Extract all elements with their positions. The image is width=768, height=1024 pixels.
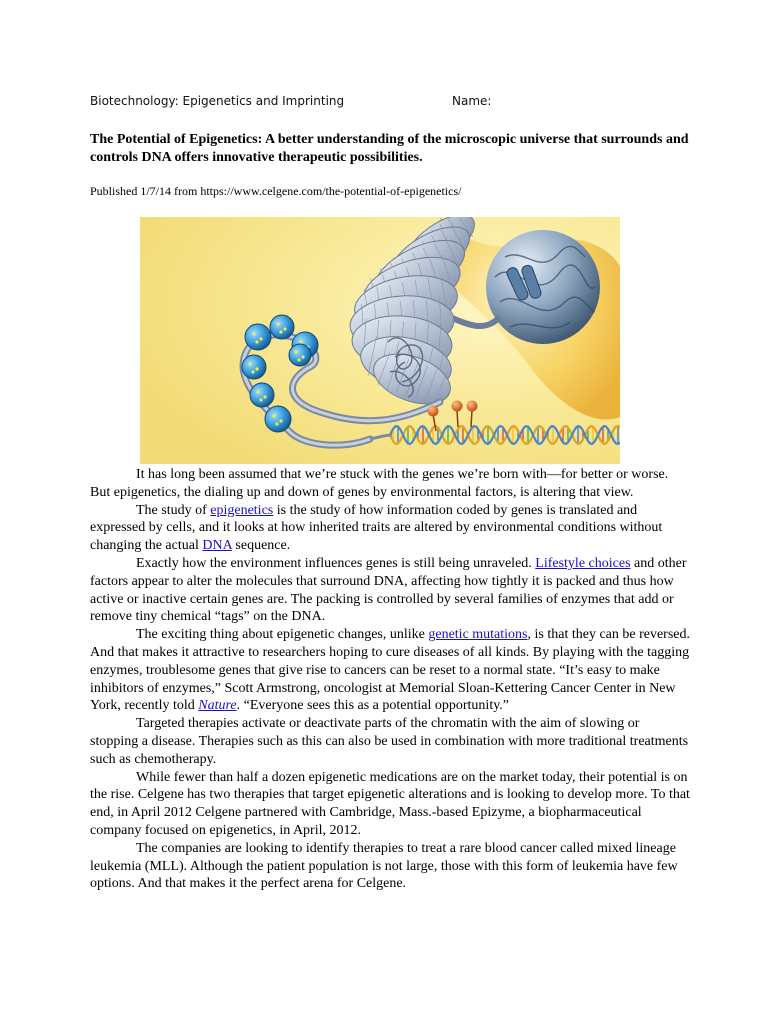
paragraph-text: It has long been assumed that we’re stuck with the genes we’re born with—for better or worse. But epigenetics, the dialing up and down of genes by environmental factors, is altering that view.	[90, 467, 669, 500]
name-label: Name:	[452, 94, 492, 108]
body-paragraph	[90, 502, 690, 555]
histone-mark	[259, 398, 262, 401]
histone-mark	[255, 340, 258, 343]
nucleosome	[245, 324, 271, 350]
inline-link[interactable]: Lifestyle choices	[535, 555, 631, 571]
histone-mark	[283, 327, 286, 330]
inline-link[interactable]: epigenetics	[210, 502, 274, 518]
histone-mark	[256, 390, 259, 393]
paragraph-text: Exactly how the environment influences genes is still being unraveled.	[136, 555, 536, 571]
paragraph-text: is the study of how information coded by genes is translated and expressed by cells, and it looks at how inherited traits are altered by environmental conditions without changing the actual	[90, 502, 663, 554]
body-paragraph	[90, 715, 690, 768]
nucleosome	[250, 383, 274, 407]
histone-mark	[263, 395, 266, 398]
paragraph-text: , is that they can be reversed. And that makes it attractive to researchers hoping to cure diseases of all kinds. By playing with the tagging enzymes, troublesome genes that give rise to cancers can be reset to a normal state. “It’s easy to make inhibitors of enzymes,” Scott Armstrong, oncologist at Memorial Sloan-Kettering Cancer Center in New York, recently told	[90, 627, 691, 714]
paragraph-text: and other factors appear to alter the molecules that surround DNA, affecting how tightly it is packed and thus how active or inactive certain genes are. The packing is controlled by several families of enzymes that add or remove tiny chemical “tags” on the DNA.	[90, 555, 687, 625]
histone-mark	[259, 337, 262, 340]
paragraph-text: . “Everyone sees this as a potential opportunity.”	[236, 698, 510, 714]
nucleosome	[265, 406, 291, 432]
histone-mark	[301, 355, 304, 358]
dna-chromatin-image	[140, 217, 620, 464]
histone-mark	[255, 367, 258, 370]
article-title: The Potential of Epigenetics: A better understanding of the microscopic universe that surrounds and controls DNA offers innovative therapeutic possibilities.	[90, 132, 689, 165]
histone-mark	[297, 358, 300, 361]
nucleosome	[289, 344, 311, 366]
course-title: Biotechnology: Epigenetics and Imprinting	[90, 94, 345, 108]
paragraph-text: The exciting thing about epigenetic changes, unlike	[136, 627, 429, 643]
worksheet-header	[90, 94, 690, 112]
article-source: Published 1/7/14 from https://www.celgene.com/the-potential-of-epigenetics/	[90, 184, 462, 198]
article-body	[90, 466, 690, 893]
histone-mark	[276, 322, 279, 325]
inline-link[interactable]: Nature	[198, 698, 237, 714]
histone-mark	[275, 422, 278, 425]
body-paragraph	[90, 555, 690, 626]
histone-mark	[272, 414, 275, 417]
body-paragraph	[90, 840, 690, 893]
histone-mark	[251, 370, 254, 373]
paragraph-text: The study of	[136, 502, 211, 518]
paragraph-text: sequence.	[231, 538, 291, 554]
histone-mark	[294, 350, 297, 353]
nucleosome	[270, 315, 294, 339]
histone-mark	[279, 419, 282, 422]
paragraph-text: Targeted therapies activate or deactivate parts of the chromatin with the aim of slowing or stopping a disease. Therapies such as this can also be used in combination with more traditional treatments such as chemotherapy.	[90, 716, 689, 767]
histone-mark	[279, 330, 282, 333]
inline-link[interactable]: genetic mutations	[428, 627, 528, 643]
chromosome-sphere	[486, 230, 600, 344]
histone-mark	[248, 362, 251, 365]
inline-link[interactable]: DNA	[202, 538, 232, 554]
body-paragraph	[90, 769, 690, 840]
paragraph-text: While fewer than half a dozen epigenetic medications are on the market today, their potential is on the rise. Celgene has two therapies that target epigenetic alterations and is looking to develop more. To that end, in April 2012 Celgene partnered with Cambridge, Mass.-based Epizyme, a biopharmaceutical company focused on epigenetics, in April, 2012.	[90, 769, 690, 838]
epigenetics-illustration	[140, 217, 620, 464]
nucleosome	[242, 355, 266, 379]
body-paragraph	[90, 466, 690, 502]
paragraph-text: The companies are looking to identify therapies to treat a rare blood cancer called mixed lineage leukemia (MLL). Although the patient population is not large, those with this form of leukemia have few options. And that makes it the perfect arena for Celgene.	[90, 840, 678, 892]
histone-mark	[252, 332, 255, 335]
body-paragraph	[90, 626, 690, 715]
histone-mark	[299, 340, 302, 343]
